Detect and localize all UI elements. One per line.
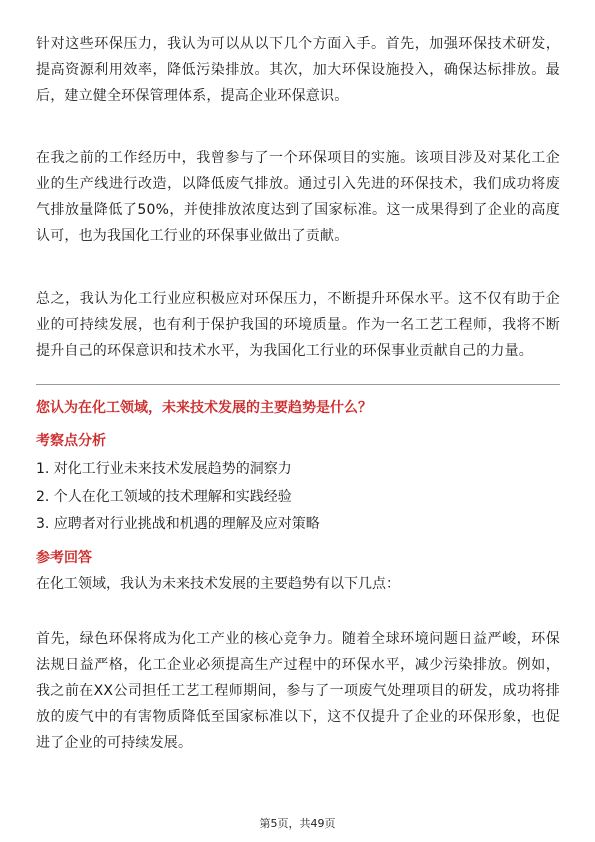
paragraph-conclusion: 总之，我认为化工行业应积极应对环保压力，不断提升环保水平。这不仅有助于企业的可持续发展，也有利于保护我国的环境质量。作为一名工艺工程师，我将不断提升自己的环保意识和技术水平，为我国化工行业的环保事业贡献自己的力量。 — [36, 291, 560, 359]
paragraph-work-experience: 在我之前的工作经历中，我曾参与了一个环保项目的实施。该项目涉及对某化工企业的生产线进行改造，以降低废气排放。通过引入先进的环保技术，我们成功将废气排放量降低了50%，并使排放浓度达到了国家标准。这一成果得到了企业的高度认可，也为我国化工行业的环保事业做出了贡献。 — [36, 150, 560, 244]
page-number: 第5页，共49页 — [259, 817, 336, 830]
analysis-item: 3. 应聘者对行业挑战和机遇的理解及应对策略 — [36, 516, 320, 532]
analysis-item: 1. 对化工行业未来技术发展趋势的洞察力 — [36, 461, 292, 477]
analysis-heading: 考察点分析 — [36, 433, 106, 449]
analysis-item: 2. 个人在化工领域的技术理解和实践经验 — [36, 489, 292, 505]
paragraph-environmental-measures: 针对这些环保压力，我认为可以从以下几个方面入手。首先，加强环保技术研发，提高资源利用效率，降低污染排放。其次，加大环保设施投入，确保达标排放。最后，建立健全环保管理体系，提高企业环保意识。 — [36, 36, 560, 104]
answer-body: 首先，绿色环保将成为化工产业的核心竞争力。随着全球环境问题日益严峻，环保法规日益严格，化工企业必须提高生产过程中的环保水平，减少污染排放。例如，我之前在XX公司担任工艺工程师期间，参与了一项废气处理项目的研发，成功将排放的废气中的有害物质降低至国家标准以下，这不仅提升了企业的环保形象，也促进了企业的可持续发展。 — [36, 631, 560, 751]
answer-intro: 在化工领域，我认为未来技术发展的主要趋势有以下几点： — [36, 576, 400, 592]
section-divider — [36, 384, 560, 385]
interview-question: 您认为在化工领域，未来技术发展的主要趋势是什么？ — [36, 400, 372, 416]
answer-heading: 参考回答 — [36, 550, 92, 566]
